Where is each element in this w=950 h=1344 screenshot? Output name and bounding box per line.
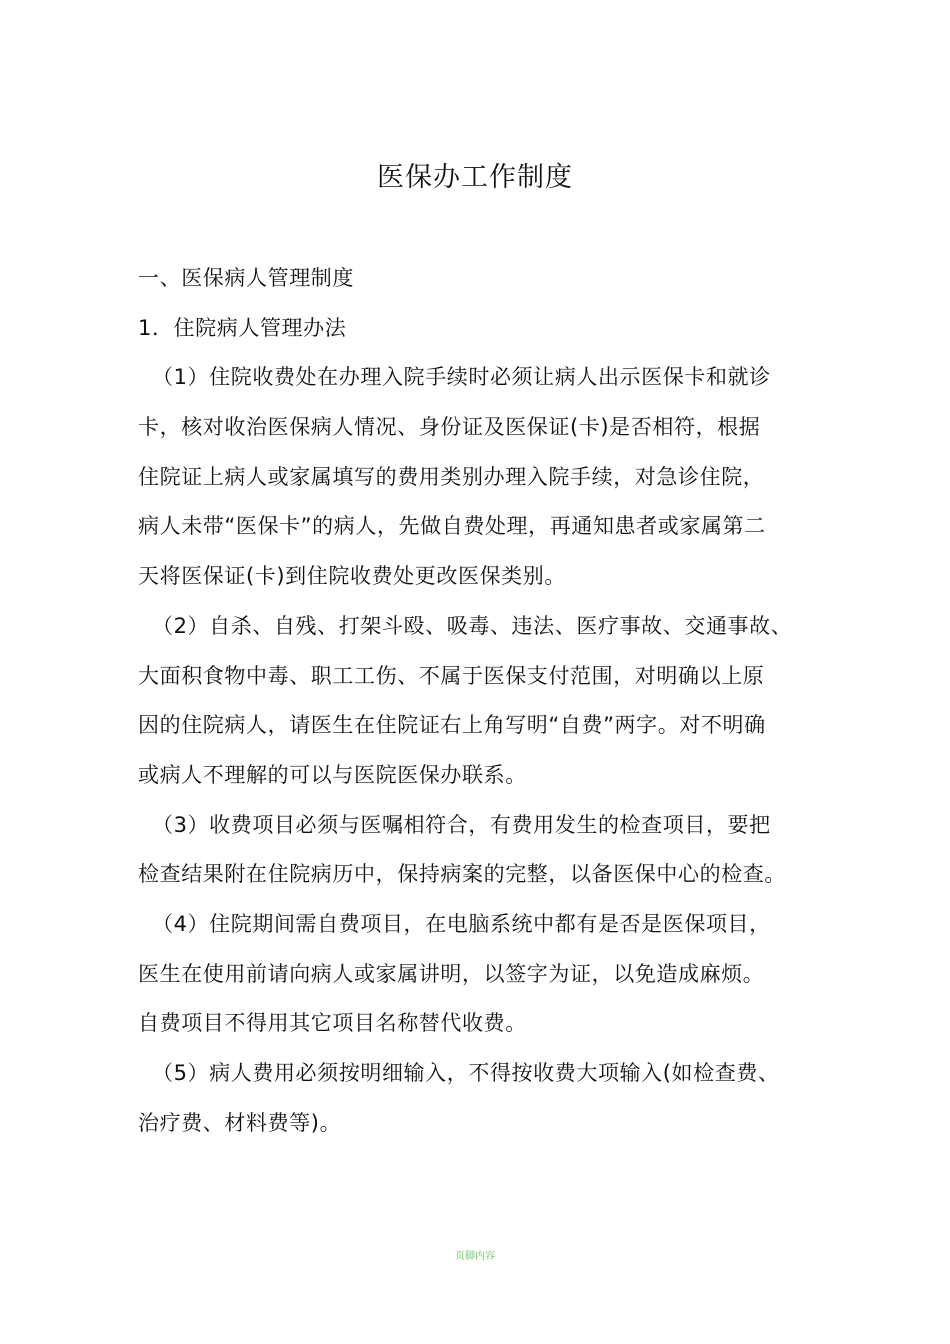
paragraph-line: 住院证上病人或家属填写的费用类别办理入院手续，对急诊住院，: [138, 464, 765, 489]
paragraph-line: 大面积食物中毒、职工工伤、不属于医保支付范围，对明确以上原: [138, 663, 765, 688]
section-heading: 一、医保病人管理制度: [138, 266, 354, 290]
paragraph-line: （4）住院期间需自费项目，在电脑系统中都有是否是医保项目，: [152, 911, 771, 936]
paragraph-line: （3）收费项目必须与医嘱相符合，有费用发生的检查项目，要把: [152, 812, 771, 837]
paragraph-line: 因的住院病人，请医生在住院证右上角写明“自费”两字。对不明确: [138, 713, 766, 738]
paragraph-line: 医生在使用前请向病人或家属讲明，以签字为证，以免造成麻烦。: [138, 961, 765, 986]
paragraph-line: （5）病人费用必须按明细输入，不得按收费大项输入(如检查费、: [152, 1061, 780, 1085]
document-body: [138, 254, 858, 1148]
paragraph-line: （2）自杀、自残、打架斗殴、吸毒、违法、医疗事故、交通事故、: [152, 613, 793, 638]
paragraph-line: （1）住院收费处在办理入院手续时必须让病人出示医保卡和就诊: [152, 365, 771, 390]
paragraph-line: 天将医保证(卡)到住院收费处更改医保类别。: [138, 564, 566, 589]
page-footer: 页脚内容: [455, 1251, 495, 1262]
document-title: 医保办工作制度: [377, 162, 573, 193]
paragraph-line: 治疗费、材料费等)。: [138, 1110, 342, 1135]
subsection-heading: 1．住院病人管理办法: [138, 315, 347, 340]
paragraph-line: 病人未带“医保卡”的病人，先做自费处理，再通知患者或家属第二: [138, 514, 766, 539]
paragraph-line: 检查结果附在住院病历中，保持病案的完整，以备医保中心的检查。: [138, 862, 786, 887]
paragraph-line: 自费项目不得用其它项目名称替代收费。: [138, 1011, 527, 1036]
paragraph-line: 卡，核对收治医保病人情况、身份证及医保证(卡)是否相符，根据: [138, 415, 761, 440]
paragraph-line: 或病人不理解的可以与医院医保办联系。: [138, 762, 527, 787]
